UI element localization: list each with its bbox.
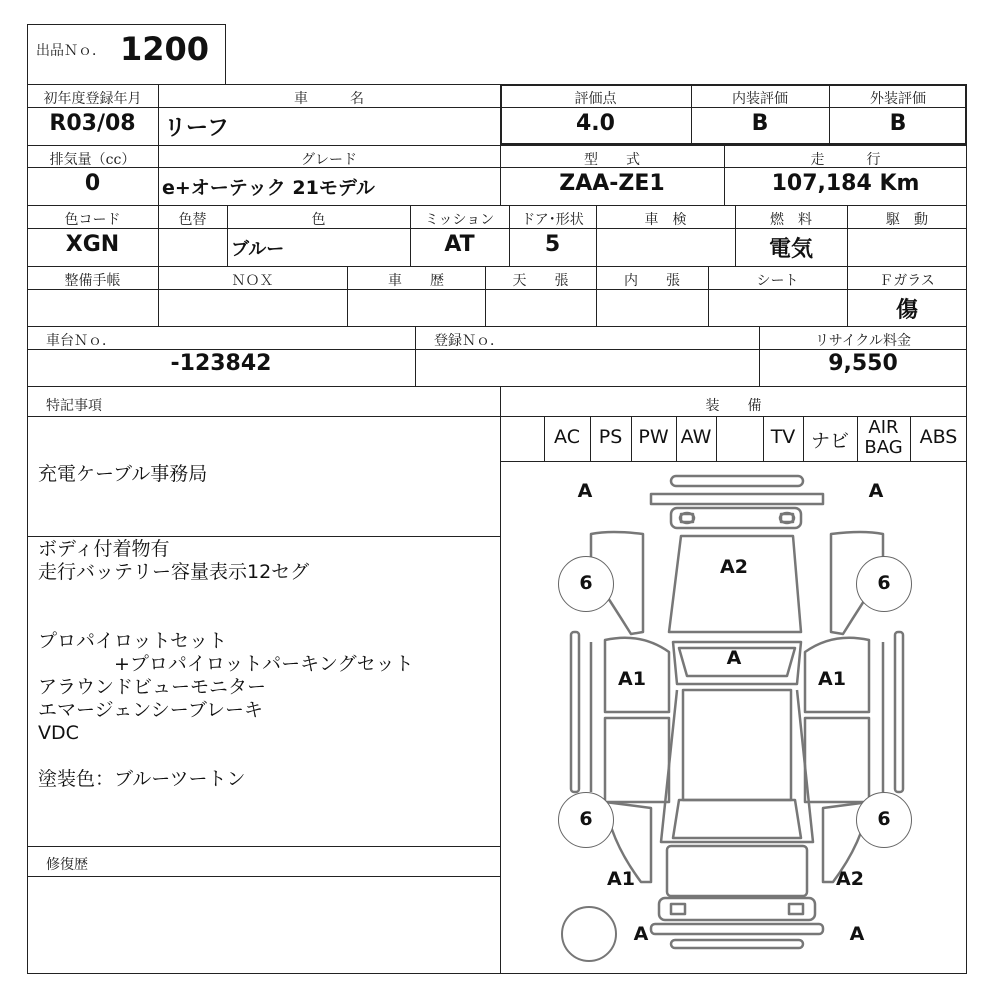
damage-left-front-door: A1 [618,668,646,690]
damage-roof: A [726,647,742,669]
color-header: 色 [311,212,326,228]
tire-rear-right: 6 [856,792,912,848]
car-diagram [501,462,966,973]
equipment-cell: ABS [919,426,958,448]
f-glass-value: 傷 [895,298,918,323]
car-name-value: リーフ [164,116,229,141]
damage-front-left-corner: A [577,480,593,502]
chassis-value: -123842 [170,351,272,376]
maint-book-header: 整備手帳 [64,273,121,289]
score-value: 4.0 [576,111,615,136]
color-code-header: 色コード [64,212,121,228]
color-value: ブルー [231,239,285,260]
equipment-cell: PW [638,426,669,448]
fuel-header: 燃 料 [770,212,812,228]
model-header: 型 式 [584,152,640,168]
lot-label: 出品Ｎｏ． [36,43,106,59]
seat-header: シート [756,273,799,289]
equipment-cell: TV [770,426,796,448]
lot-number: 1200 [120,30,210,68]
chassis-header: 車台Ｎｏ． [46,333,116,349]
interior-value: B [751,111,769,136]
grade-header: グレード [301,152,357,168]
special-note-1: 充電ケーブル事務局 [38,463,208,485]
grade-value: e+オーテック 21モデル [162,177,375,199]
tire-front-left: 6 [558,556,614,612]
recycle-header: リサイクル料金 [814,333,912,349]
first-reg-header: 初年度登録年月 [43,91,142,107]
fuel-value: 電気 [768,237,813,262]
special-header: 特記事項 [46,398,102,414]
equipment-cell: PS [598,426,623,448]
tire-rear-left: 6 [558,792,614,848]
equipment-header: 装 備 [705,398,762,414]
special-note-2: ボディ付着物有 走行バッテリー容量表示12セグ プロパイロットセット +プロパイロットパーキングセット アラウンドビューモニター エマージェンシーブレーキ VDC 塗装色：ブルーツートン [38,538,414,790]
first-reg-value: R03/08 [49,111,136,136]
f-glass-header: Ｆガラス [879,273,935,289]
model-value: ZAA-ZE1 [559,171,665,196]
damage-front-right-corner: A [868,480,884,502]
interior-header: 内装評価 [732,91,788,107]
door-value: 5 [544,232,561,257]
damage-rear-right-corner: A [849,923,865,945]
door-header: ドア･形状 [521,212,584,228]
damage-hood: A2 [720,556,748,578]
reg-no-header: 登録Ｎｏ． [434,333,504,349]
history-header: 車 歴 [388,273,444,289]
displacement-value: 0 [84,171,101,196]
mileage-header: 走 行 [810,152,881,168]
tire-front-right: 6 [856,556,912,612]
damage-rear-left-corner: A [633,923,649,945]
mission-header: ミッション [424,212,495,228]
damage-left-rear: A1 [607,868,635,890]
sunroof-header: 天 張 [512,273,569,289]
recycle-value: 9,550 [828,351,898,376]
damage-right-rear: A2 [836,868,864,890]
color-code-value: XGN [65,232,120,257]
repair-header: 修復歴 [46,857,88,873]
drive-header: 駆 動 [886,212,928,228]
exterior-header: 外装評価 [870,91,926,107]
equipment-cell: ナビ [810,430,849,452]
score-header: 評価点 [574,91,617,107]
color-change-header: 色替 [178,212,207,228]
equipment-cell: AC [554,426,580,448]
exterior-value: B [889,111,907,136]
inspection-header: 車 検 [644,212,687,228]
equipment-cell: AW [680,426,712,448]
mission-value: AT [444,232,475,257]
equipment-cell: AIR BAG [864,417,903,458]
nox-header: ＮＯＸ [231,273,274,289]
car-name-header: 車 名 [294,91,364,107]
inner-header: 内 張 [624,273,680,289]
damage-right-front-door: A1 [818,668,846,690]
displacement-header: 排気量（cc） [49,152,136,168]
mileage-value: 107,184 Km [771,171,920,196]
